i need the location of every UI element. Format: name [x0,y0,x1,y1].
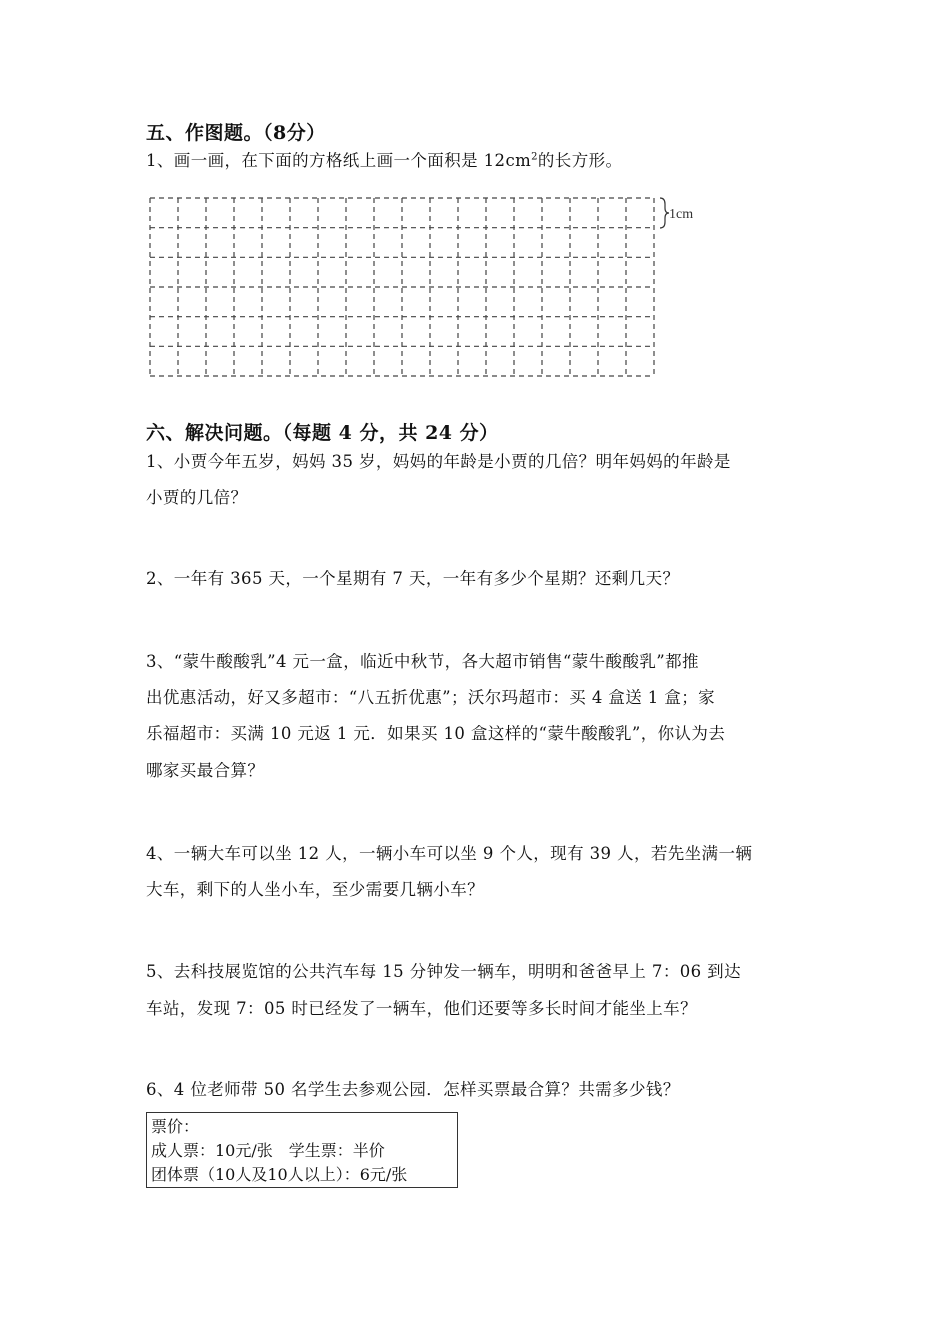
question-1-line-1: 1、小贾今年五岁，妈妈 35 岁，妈妈的年龄是小贾的几倍？明年妈妈的年龄是 [146,452,731,471]
question-3-line-2: 出优惠活动，好又多超市：“八五折优惠”；沃尔玛超市：买 4 盒送 1 盒；家 [146,688,716,707]
grid-lines [150,198,654,376]
q1-superscript: 2 [531,151,538,163]
question-3-line-1: 3、“蒙牛酸酸乳”4 元一盒，临近中秋节，各大超市销售“蒙牛酸酸乳”都推 [146,652,699,671]
q1-text-prefix: 1、画一画，在下面的方格纸上画一个面积是 12cm [146,151,532,170]
price-title: 票价： [151,1117,200,1136]
section5-title: 五、作图题。（8分） [146,122,326,144]
unit-brace [660,198,669,228]
question-3-line-4: 哪家买最合算？ [146,761,265,780]
section5-question-1 [146,147,622,171]
question-3-line-3: 乐福超市：买满 10 元返 1 元．如果买 10 盒这样的“蒙牛酸酸乳”，你认为去 [146,724,726,743]
question-4-line-1: 4、一辆大车可以坐 12 人，一辆小车可以坐 9 个人，现有 39 人，若先坐满一辆 [146,844,753,863]
ticket-price-table [146,1112,458,1188]
q1-text-suffix: 的长方形。 [537,151,623,170]
question-2-line-1: 2、一年有 365 天，一个星期有 7 天，一年有多少个星期？还剩几天？ [146,569,680,588]
grid-paper[interactable] [148,196,708,392]
question-4-line-2: 大车，剩下的人坐小车，至少需要几辆小车？ [146,880,484,899]
price-group: 团体票（10人及10人以上）：6元/张 [151,1165,408,1184]
question-5-line-2: 车站，发现 7：05 时已经发了一辆车，他们还要等多长时间才能坐上车？ [146,999,697,1018]
unit-label: 1cm [669,207,694,222]
question-5-line-1: 5、去科技展览馆的公共汽车每 15 分钟发一辆车，明明和爸爸早上 7：06 到达 [146,962,741,981]
question-6-line-1: 6、4 位老师带 50 名学生去参观公园．怎样买票最合算？共需多少钱？ [146,1080,680,1099]
question-1-line-2: 小贾的几倍？ [146,488,248,507]
price-adult-student: 成人票：10元/张 学生票：半价 [151,1141,385,1160]
section6-title: 六、解决问题。（每题 4 分，共 24 分） [146,422,499,444]
